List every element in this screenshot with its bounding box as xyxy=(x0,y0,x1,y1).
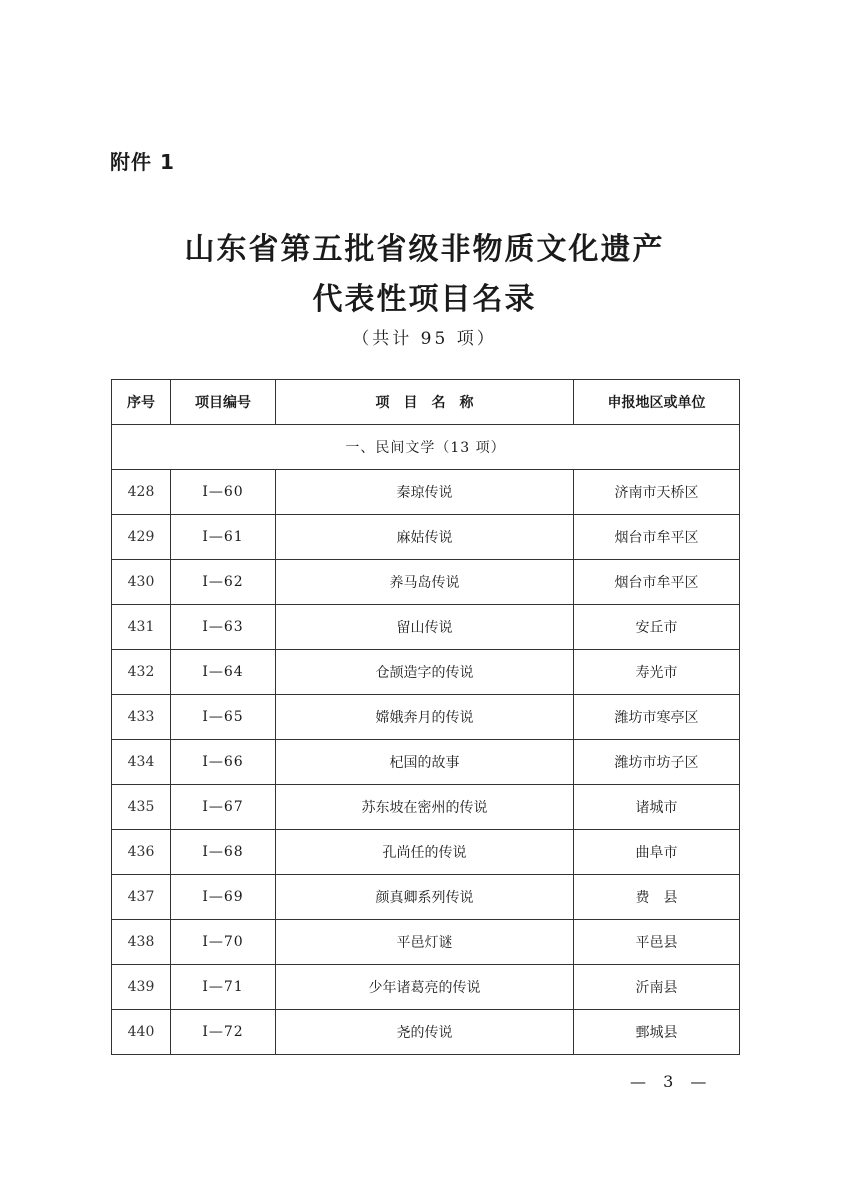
cell-item-code: Ⅰ—69 xyxy=(171,875,276,920)
cell-region: 烟台市牟平区 xyxy=(574,515,740,560)
cell-item-name: 孔尚任的传说 xyxy=(276,830,574,875)
cell-region: 平邑县 xyxy=(574,920,740,965)
table-header-row xyxy=(112,380,740,425)
cell-item-name: 颜真卿系列传说 xyxy=(276,875,574,920)
table-row xyxy=(112,875,740,920)
cell-item-name: 养马岛传说 xyxy=(276,560,574,605)
cell-serial: 429 xyxy=(112,515,171,560)
cell-item-name: 仓颉造字的传说 xyxy=(276,650,574,695)
header-item-code: 项目编号 xyxy=(171,380,276,425)
cell-serial: 435 xyxy=(112,785,171,830)
cell-item-code: Ⅰ—62 xyxy=(171,560,276,605)
cell-serial: 439 xyxy=(112,965,171,1010)
cell-serial: 433 xyxy=(112,695,171,740)
cell-serial: 432 xyxy=(112,650,171,695)
attachment-label: 附件 1 xyxy=(110,150,175,174)
cell-item-name: 嫦娥奔月的传说 xyxy=(276,695,574,740)
table-row xyxy=(112,965,740,1010)
table-row xyxy=(112,515,740,560)
table-row xyxy=(112,605,740,650)
cell-serial: 430 xyxy=(112,560,171,605)
heritage-list-table xyxy=(111,379,740,1055)
table-row xyxy=(112,920,740,965)
cell-item-code: Ⅰ—71 xyxy=(171,965,276,1010)
cell-serial: 434 xyxy=(112,740,171,785)
cell-region: 诸城市 xyxy=(574,785,740,830)
document-title-line2: 代表性项目名录 xyxy=(312,282,537,317)
cell-serial: 437 xyxy=(112,875,171,920)
cell-region: 潍坊市坊子区 xyxy=(574,740,740,785)
cell-item-name: 秦琼传说 xyxy=(276,470,574,515)
cell-region: 潍坊市寒亭区 xyxy=(574,695,740,740)
table-row xyxy=(112,785,740,830)
table-row xyxy=(112,1010,740,1055)
cell-item-name: 少年诸葛亮的传说 xyxy=(276,965,574,1010)
cell-region: 烟台市牟平区 xyxy=(574,560,740,605)
document-title-line1: 山东省第五批省级非物质文化遗产 xyxy=(184,232,665,267)
cell-item-code: Ⅰ—61 xyxy=(171,515,276,560)
cell-item-code: Ⅰ—68 xyxy=(171,830,276,875)
table-row xyxy=(112,470,740,515)
cell-item-code: Ⅰ—63 xyxy=(171,605,276,650)
cell-item-name: 尧的传说 xyxy=(276,1010,574,1055)
cell-item-name: 留山传说 xyxy=(276,605,574,650)
cell-region: 安丘市 xyxy=(574,605,740,650)
table-row xyxy=(112,830,740,875)
header-serial: 序号 xyxy=(112,380,171,425)
cell-region: 鄄城县 xyxy=(574,1010,740,1055)
cell-item-code: Ⅰ—64 xyxy=(171,650,276,695)
cell-item-code: Ⅰ—70 xyxy=(171,920,276,965)
table-row xyxy=(112,740,740,785)
header-item-name: 项 目 名 称 xyxy=(276,380,574,425)
page-number: — 3 — xyxy=(630,1072,713,1091)
table-row xyxy=(112,650,740,695)
cell-region: 沂南县 xyxy=(574,965,740,1010)
cell-serial: 436 xyxy=(112,830,171,875)
document-subtitle: （共计 95 项） xyxy=(352,329,497,349)
cell-serial: 438 xyxy=(112,920,171,965)
cell-region: 曲阜市 xyxy=(574,830,740,875)
table-row xyxy=(112,560,740,605)
cell-serial: 428 xyxy=(112,470,171,515)
cell-item-code: Ⅰ—66 xyxy=(171,740,276,785)
cell-item-code: Ⅰ—60 xyxy=(171,470,276,515)
table-row xyxy=(112,695,740,740)
section-title: 一、民间文学（13 项） xyxy=(112,425,740,470)
cell-region: 济南市天桥区 xyxy=(574,470,740,515)
cell-region: 费 县 xyxy=(574,875,740,920)
cell-item-code: Ⅰ—72 xyxy=(171,1010,276,1055)
cell-item-name: 平邑灯谜 xyxy=(276,920,574,965)
cell-item-name: 麻姑传说 xyxy=(276,515,574,560)
cell-region: 寿光市 xyxy=(574,650,740,695)
cell-item-name: 苏东坡在密州的传说 xyxy=(276,785,574,830)
cell-item-code: Ⅰ—67 xyxy=(171,785,276,830)
section-row xyxy=(112,425,740,470)
cell-item-code: Ⅰ—65 xyxy=(171,695,276,740)
cell-serial: 431 xyxy=(112,605,171,650)
cell-item-name: 杞国的故事 xyxy=(276,740,574,785)
header-region: 申报地区或单位 xyxy=(574,380,740,425)
cell-serial: 440 xyxy=(112,1010,171,1055)
